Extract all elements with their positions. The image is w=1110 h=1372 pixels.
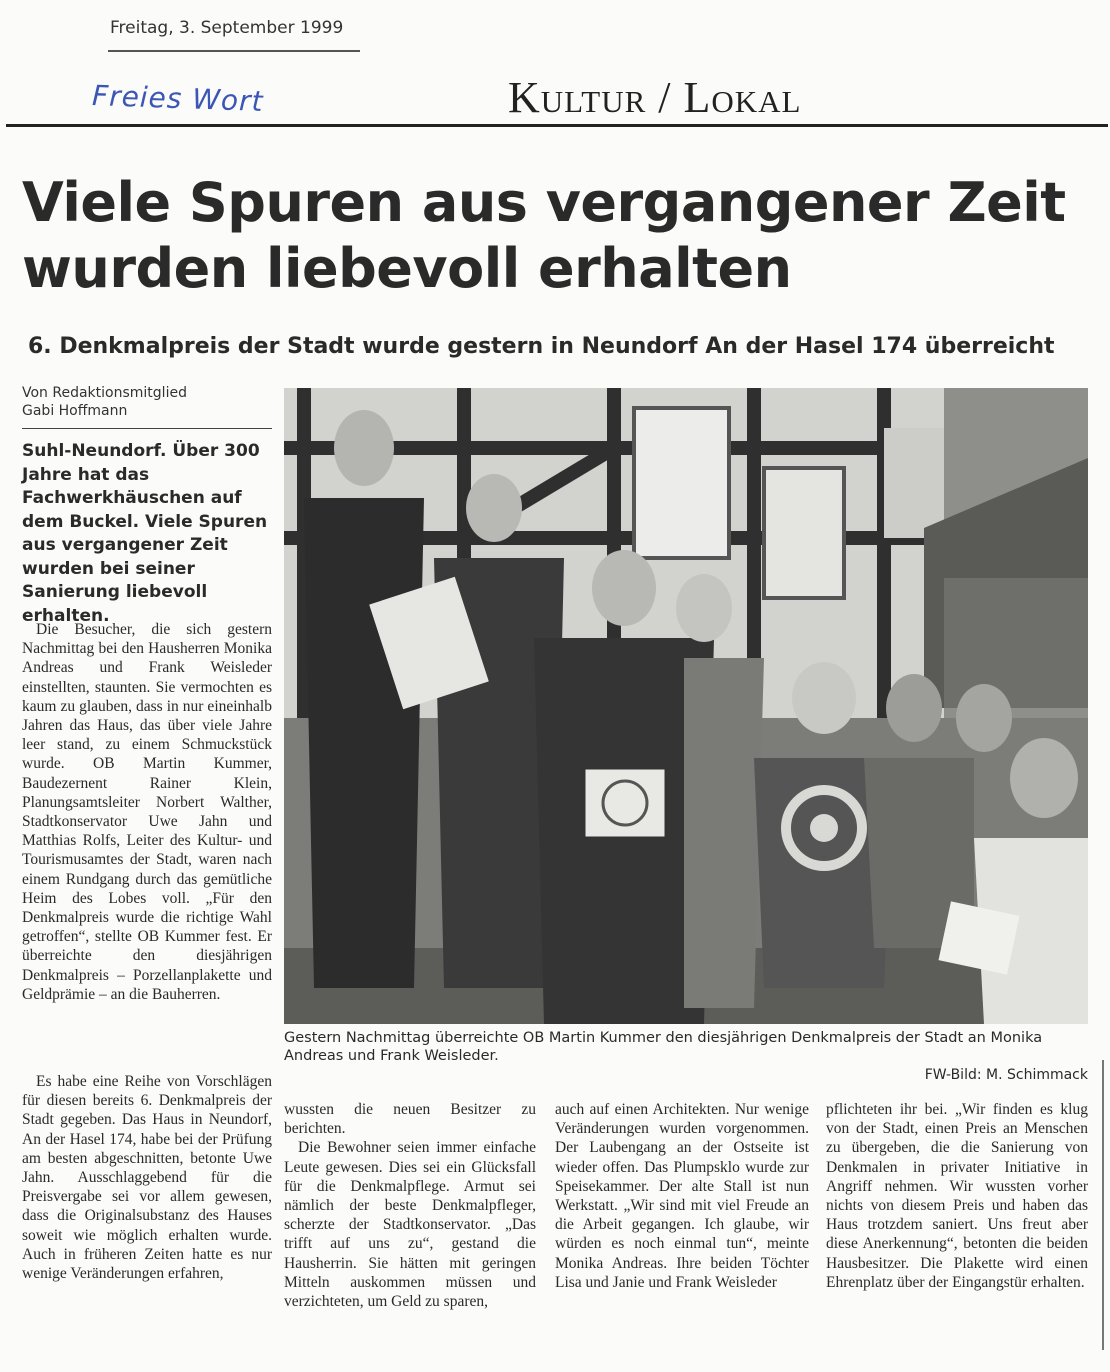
text-column-2 xyxy=(284,1100,536,1311)
byline-role: Von Redaktionsmitglied xyxy=(22,385,187,401)
text-column-3 xyxy=(555,1100,809,1292)
article-photo xyxy=(284,388,1088,1024)
issue-date: Freitag, 3. September 1999 xyxy=(110,18,344,38)
header-divider xyxy=(6,124,1108,127)
date-underline xyxy=(108,50,360,52)
paragraph: Die Besucher, die sich gestern Nachmittag bei den Hausherren Monika Andreas und Frank Weisleder einstellten, staunten. Sie vermochten es kaum zu glauben, dass in nur eineinhalb Jahren das Haus, das über viele Jahre leer stand, zu einem Schmuckstück wurde. OB Martin Kummer, Baudezernent Rainer Klein, Planungsamtsleiter Norbert Walther, Stadtkonservator Uwe Jahn und Matthias Rolfs, Leiter des Kultur- und Tourismusamtes der Stadt, waren nach einem Rundgang durch das gemütliche Heim des Lobes voll. „Für den Denkmalpreis wurde die richtige Wahl getroffen“, stellte OB Kummer fest. Er überreichte den diesjährigen Denkmalpreis – Porzellanplakette und Geldprämie – an die Bauherren. xyxy=(22,621,272,1003)
scan-edge-line xyxy=(1102,1060,1104,1350)
article-headline xyxy=(22,170,1102,302)
paragraph: wussten die neuen Besitzer zu berichten. xyxy=(284,1101,536,1138)
paragraph: pflichteten ihr bei. „Wir finden es klug von der Stadt, einen Preis an Menschen zu übergeben, die die Sanierung von Denkmalen in privater Initiative in Angriff nehmen. Wir wussten vorher nichts von diesem Preis und haben das Haus trotzdem saniert. Uns freut aber diese Anerkennung“, betonten die beiden Hausbesitzer. Die Plakette wird einen Ehrenplatz über der Eingangstür erhalten. xyxy=(826,1101,1088,1291)
text-column-4 xyxy=(826,1100,1088,1292)
headline-line-1: Viele Spuren aus vergangener Zeit xyxy=(22,171,1066,234)
byline-author: Gabi Hoffmann xyxy=(22,403,128,419)
article-lead: Suhl-Neundorf. Über 300 Jahre hat das Fachwerkhäuschen auf dem Buckel. Viele Spuren aus vergangener Zeit wurden bei seiner Sanierung liebevoll erhalten. xyxy=(22,441,268,626)
paragraph: Es habe eine Reihe von Vorschlägen für diesen bereits 6. Denkmalpreis der Stadt gegeben. Das Haus in Neundorf, An der Hasel 174, habe bei der Prüfung am besten abgeschnitten, betonte Uwe Jahn. Ausschlaggebend für die Preisvergabe sei vor allem gewesen, dass die Originalsubstanz des Hauses soweit wie möglich erhalten wurde. Auch in früheren Zeiten hatte es nur wenige Veränderungen erfahren, xyxy=(22,1073,272,1283)
byline-divider xyxy=(22,428,272,429)
paragraph: Die Bewohner seien immer einfache Leute gewesen. Dies sei ein Glücksfall für die Denkmalpflege. Armut sei nämlich der beste Denkmalpfleger, scherzte der Stadtkonservator. „Das trifft auf uns zu“, gestand die Hausherrin. Sie hätten mit geringen Mitteln auskommen müssen und verzichteten, um Geld zu sparen, xyxy=(284,1139,536,1311)
byline xyxy=(22,384,282,420)
photo-caption: Gestern Nachmittag überreichte OB Martin Kummer den diesjährigen Denkmalpreis der Stadt an Monika Andreas und Frank Weisleder. xyxy=(284,1030,1043,1064)
text-column-1-top xyxy=(22,620,272,1004)
photo-credit: FW-Bild: M. Schimmack xyxy=(924,1067,1088,1083)
text-column-1-bottom xyxy=(22,1072,272,1283)
article-subheadline: 6. Denkmalpreis der Stadt wurde gestern in Neundorf An der Hasel 174 überreicht xyxy=(28,334,1055,359)
section-title: Kultur / Lokal xyxy=(508,73,802,122)
headline-line-2: wurden liebevoll erhalten xyxy=(22,237,792,300)
handwritten-newspaper-name: Freies Wort xyxy=(91,79,265,118)
paragraph: auch auf einen Architekten. Nur wenige Veränderungen wurden vorgenommen. Der Laubengang an der Ostseite ist wieder offen. Das Plumpsklo wurde zur Speisekammer. Der alte Stall ist nun Werkstatt. „Wir sind mit viel Freude an die Arbeit gegangen. Ich glaube, wir würden es noch einmal tun“, meinte Monika Andreas. Ihre beiden Töchter Lisa und Janie und Frank Weisleder xyxy=(555,1101,809,1291)
